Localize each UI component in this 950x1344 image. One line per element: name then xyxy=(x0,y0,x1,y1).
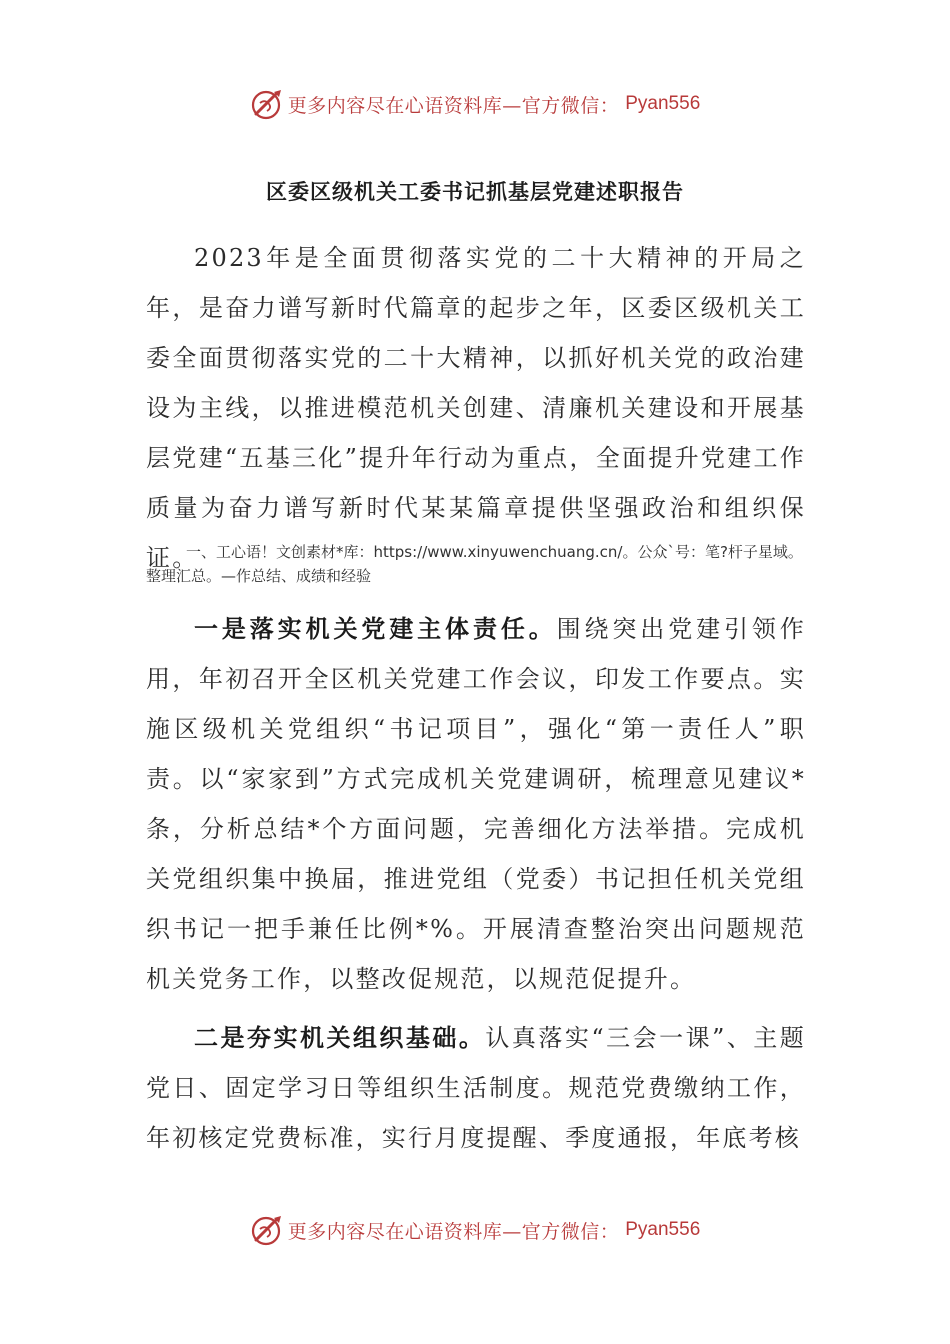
banner-wechat-id: Pyan556 xyxy=(625,93,701,114)
footer-banner xyxy=(0,1210,950,1250)
document-title: 区委区级机关工委书记抓基层党建述职报告 xyxy=(266,180,684,204)
intro-paragraph: 2023年是全面贯彻落实党的二十大精神的开局之年，是奋力谱写新时代篇章的起步之年，区委区级机关工委全面贯彻落实党的二十大精神，以抓好机关党的政治建设为主线，以推进模范机关创建、清廉机关建设和开展基层党建“五基三化”提升年行动为重点，全面提升党建工作质量为奋力谱写新时代某某篇章提供坚强政治和组织保证。 xyxy=(146,244,806,572)
banner-text: 更多内容尽在心语资料库—官方微信： xyxy=(287,94,620,117)
section-2-body: 认真落实“三会一课”、主题党日、固定学习日等组织生活制度。规范党费缴纳工作，年初核定党费标准，实行月度提醒、季度通报，年底考核 xyxy=(146,1024,807,1152)
source-note: 一、工心语！文创素材*库：https://www.xinyuwenchuang.cn/。公众`号：笔?杆子星域。整理汇总。—作总结、成绩和经验 xyxy=(146,543,803,585)
header-banner xyxy=(0,84,950,124)
section-2-paragraph xyxy=(146,1013,806,1163)
pen-logo-icon xyxy=(250,87,284,121)
section-1-body: 围绕突出党建引领作用，年初召开全区机关党建工作会议，印发工作要点。实施区级机关党组织“书记项目”，强化“第一责任人”职责。以“家家到”方式完成机关党建调研，梳理意见建议*条，分析总结*个方面问题，完善细化方法举措。完成机关党组织集中换届，推进党组（党委）书记担任机关党组织书记一把手兼任比例*%。开展清查整治突出问题规范机关党务工作，以整改促规范，以规范促提升。 xyxy=(146,615,806,993)
banner-text: 更多内容尽在心语资料库—官方微信： xyxy=(287,1220,620,1243)
pen-logo-icon xyxy=(250,1213,284,1247)
section-1-paragraph xyxy=(146,604,806,1004)
section-1-heading: 一是落实机关党建主体责任。 xyxy=(194,615,557,643)
section-2-heading: 二是夯实机关组织基础。 xyxy=(194,1024,486,1052)
banner-wechat-id: Pyan556 xyxy=(625,1219,701,1240)
